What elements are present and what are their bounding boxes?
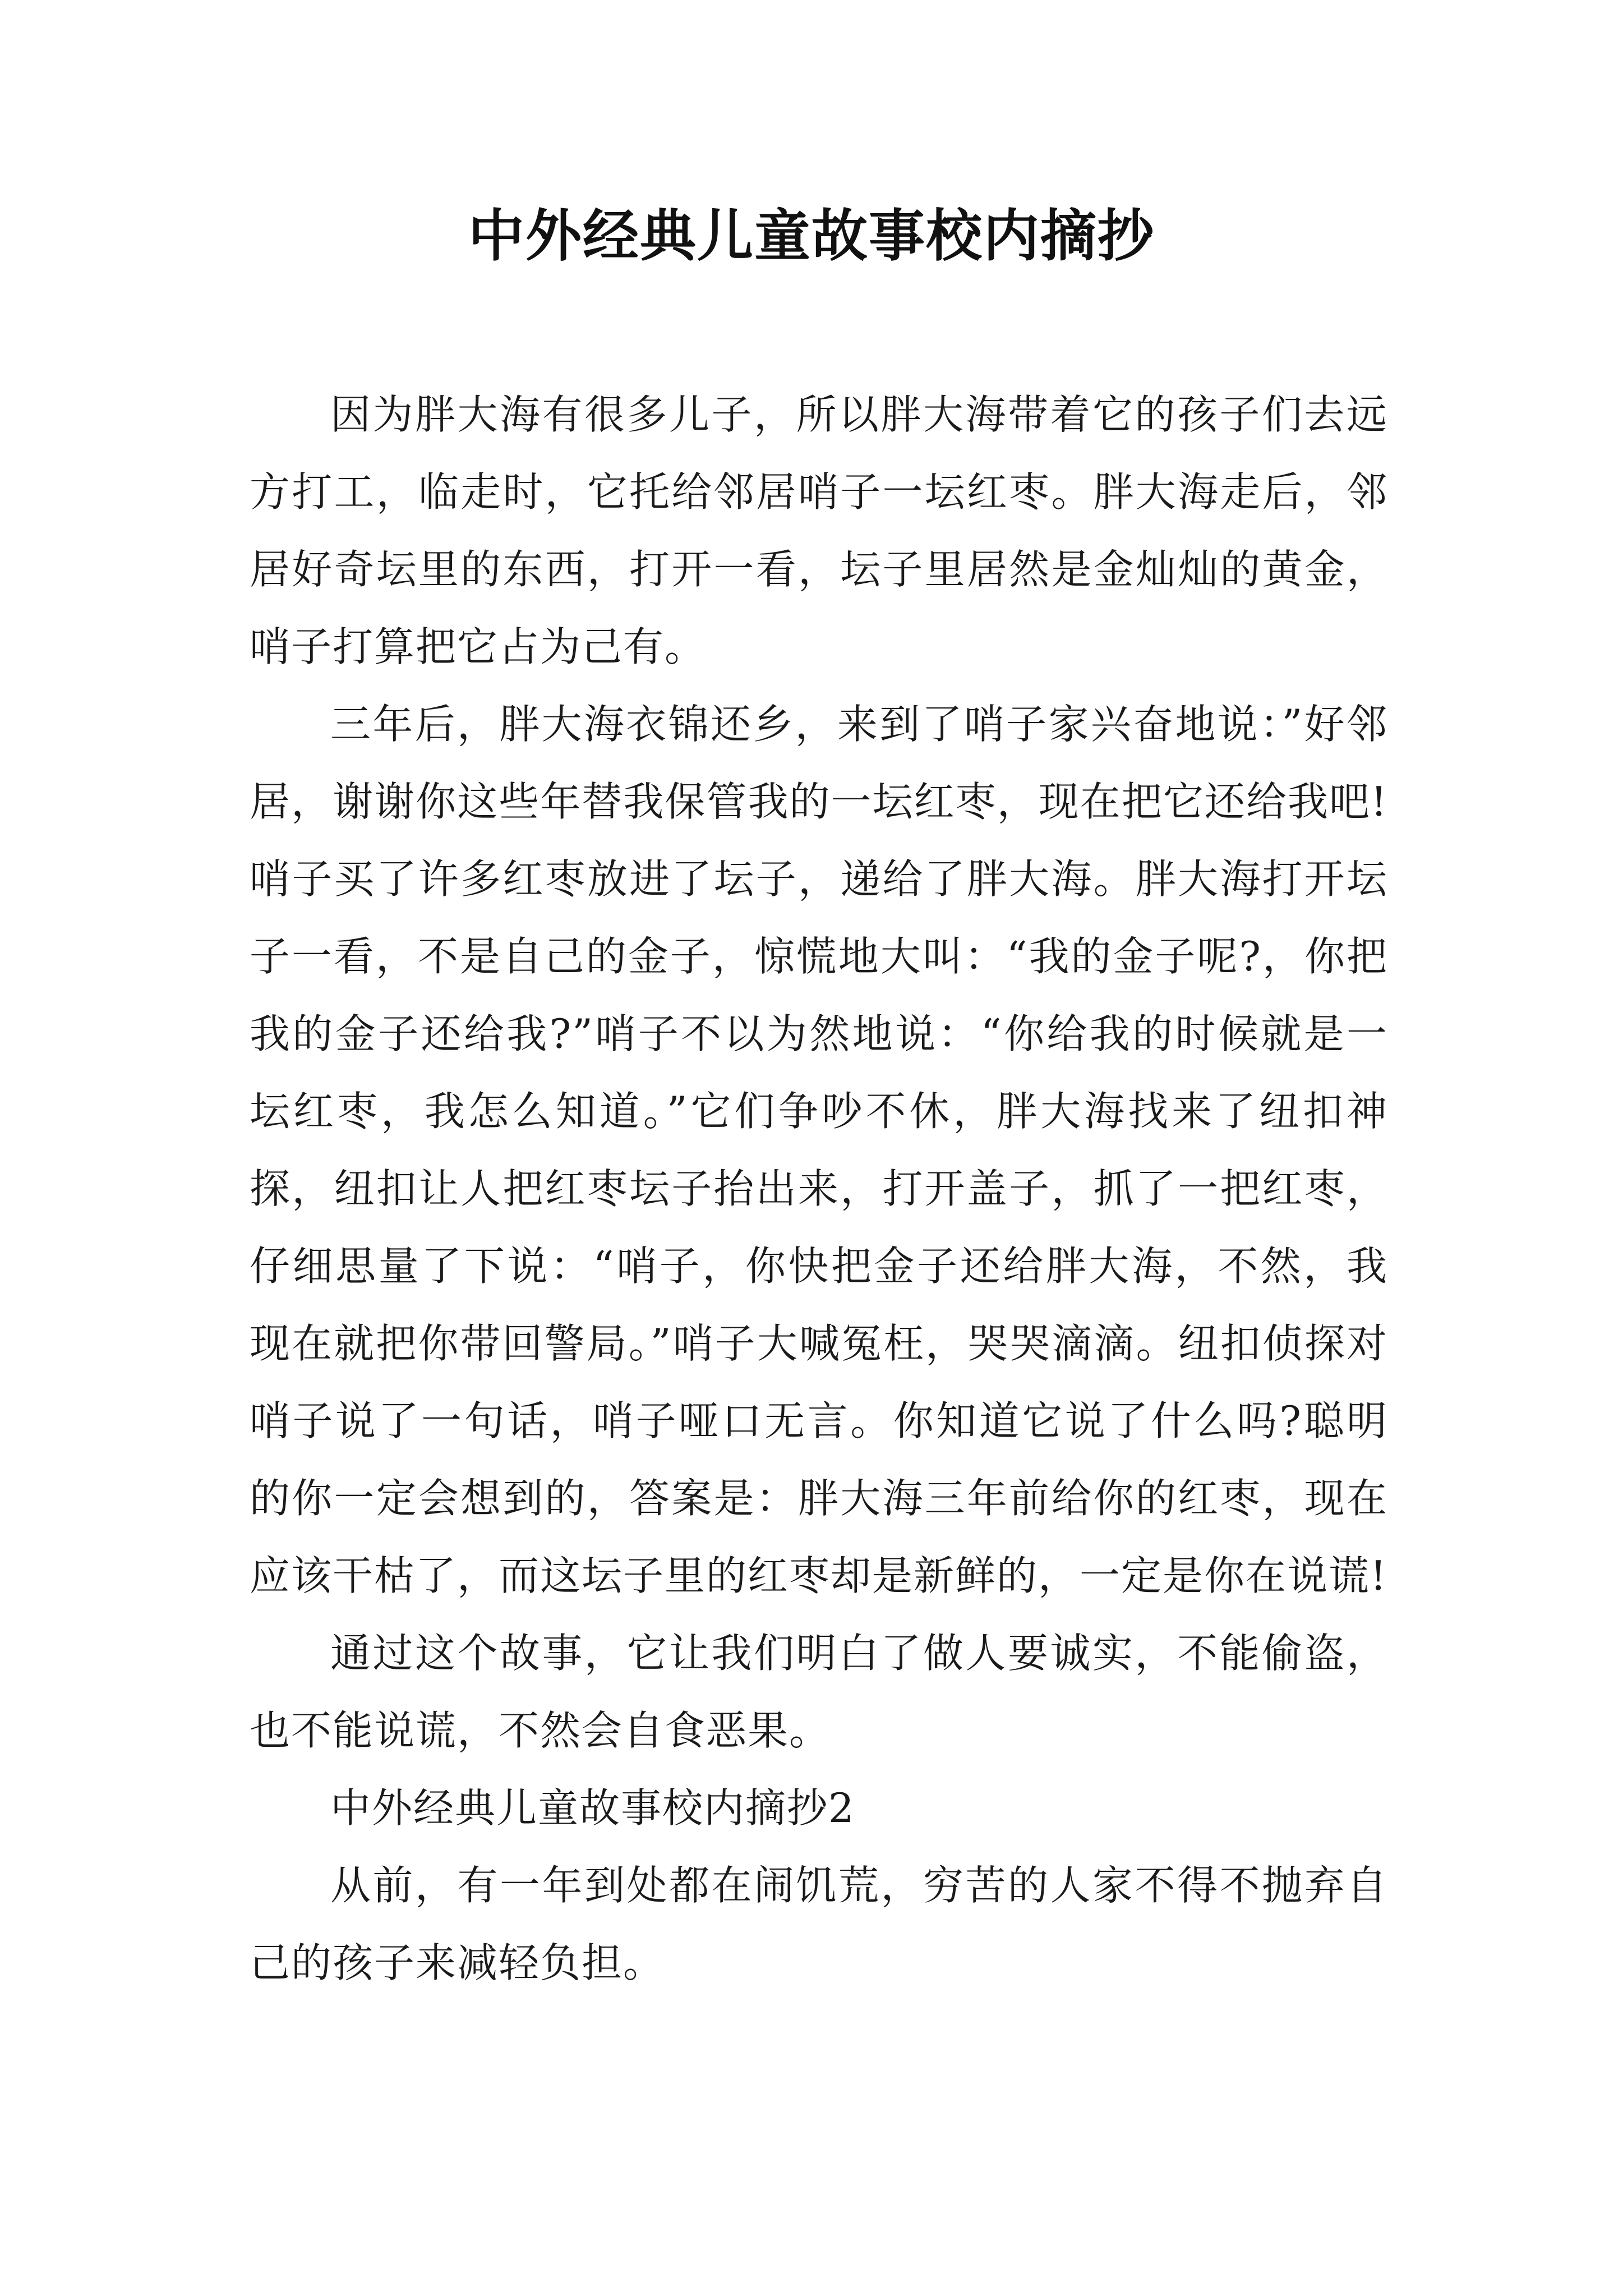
paragraph: 三年后，胖大海衣锦还乡，来到了哨子家兴奋地说：”好邻居，谢谢你这些年替我保管我的一坛红枣，现在把它还给我吧!哨子买了许多红枣放进了坛子，递给了胖大海。胖大海打开坛子一看，不是自己的金子，惊慌地大叫：“我的金子呢?，你把我的金子还给我?”哨子不以为然地说：“你给我的时候就是一坛红枣，我怎么知道。”它们争吵不休，胖大海找来了纽扣神探，纽扣让人把红枣坛子抬出来，打开盖子，抓了一把红枣，仔细思量了下说：“哨子，你快把金子还给胖大海，不然，我现在就把你带回警局。”哨子大喊冤枉，哭哭滴滴。纽扣侦探对哨子说了一句话，哨子哑口无言。你知道它说了什么吗?聪明的你一定会想到的，答案是：胖大海三年前给你的红枣，现在应该干枯了，而这坛子里的红枣却是新鲜的，一定是你在说谎!: [250, 701, 1388, 1599]
document-body: [250, 376, 1388, 2001]
paragraph: 因为胖大海有很多儿子，所以胖大海带着它的孩子们去远方打工，临走时，它托给邻居哨子一坛红枣。胖大海走后，邻居好奇坛里的东西，打开一看，坛子里居然是金灿灿的黄金，哨子打算把它占为己有。: [250, 391, 1388, 670]
paragraph: 从前，有一年到处都在闹饥荒，穷苦的人家不得不抛弃自己的孩子来减轻负担。: [250, 1862, 1388, 1986]
paragraph: 通过这个故事，它让我们明白了做人要诚实，不能偷盗，也不能说谎，不然会自食恶果。: [250, 1630, 1388, 1754]
document-title: 中外经典儿童故事校内摘抄: [468, 203, 1155, 269]
section-heading: 中外经典儿童故事校内摘抄2: [330, 1784, 855, 1832]
